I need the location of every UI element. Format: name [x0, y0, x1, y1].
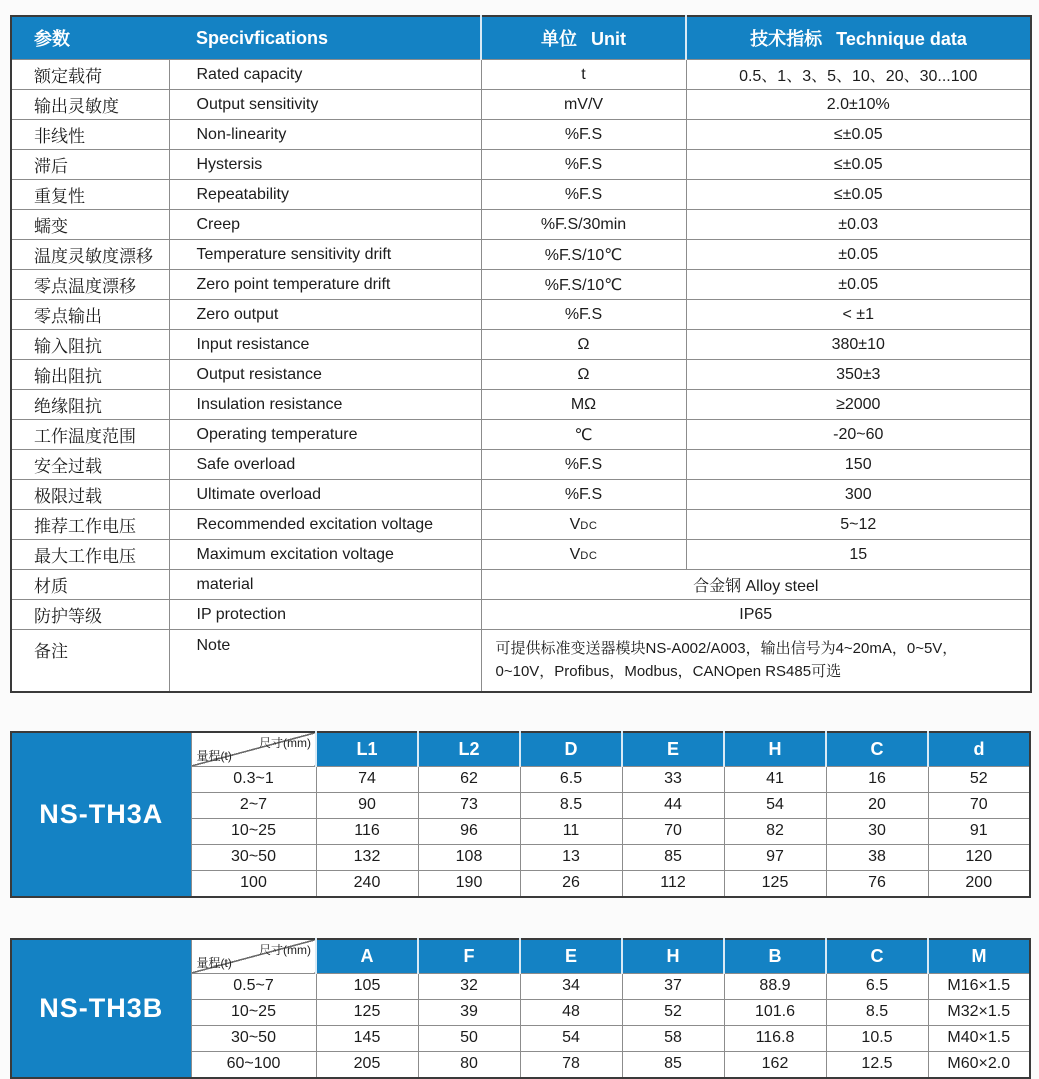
model-label: NS-TH3B [11, 939, 191, 1078]
unit-cell: %F.S [481, 150, 686, 180]
dim-value-cell: 12.5 [826, 1051, 928, 1078]
spec-header-data [686, 16, 1031, 60]
unit-cell: Ω [481, 330, 686, 360]
unit-header-cn: 单位 [541, 29, 577, 49]
dim-value-cell: M16×1.5 [928, 973, 1030, 999]
spec-row [11, 150, 1031, 180]
dim-value-cell: 50 [418, 1025, 520, 1051]
param-en-cell: Repeatability [169, 180, 481, 210]
dim-value-cell: 6.5 [520, 766, 622, 792]
param-en-cell: Maximum excitation voltage [169, 540, 481, 570]
param-cn-cell: 输出阻抗 [11, 360, 169, 390]
dim-col-header: H [622, 939, 724, 974]
dim-value-cell: 70 [622, 818, 724, 844]
unit-cell: VDC [481, 510, 686, 540]
param-cn-cell: 最大工作电压 [11, 540, 169, 570]
dim-value-cell: 52 [928, 766, 1030, 792]
dim-value-cell: 120 [928, 844, 1030, 870]
dimension-tables [10, 731, 1030, 1079]
unit-cell: mV/V [481, 90, 686, 120]
dim-value-cell: 97 [724, 844, 826, 870]
dim-value-cell: 39 [418, 999, 520, 1025]
value-cell: ±0.05 [686, 240, 1031, 270]
range-cell: 0.3~1 [191, 766, 316, 792]
param-en-cell: IP protection [169, 600, 481, 630]
dim-value-cell: 125 [316, 999, 418, 1025]
data-header-en: Technique data [836, 29, 967, 49]
merged-value-cell: 合金钢 Alloy steel [481, 570, 1031, 600]
dim-col-header: H [724, 732, 826, 767]
param-cn-cell: 重复性 [11, 180, 169, 210]
dim-value-cell: 105 [316, 973, 418, 999]
param-en-cell: Zero output [169, 300, 481, 330]
note-line: 可提供标准变送器模块NS-A002/A003，输出信号为4~20mA，0~5V， [495, 640, 958, 657]
dim-value-cell: 16 [826, 766, 928, 792]
value-cell: 15 [686, 540, 1031, 570]
merged-value-cell: IP65 [481, 600, 1031, 630]
value-cell: 0.5、1、3、5、10、20、30...100 [686, 60, 1031, 90]
value-cell: 350±3 [686, 360, 1031, 390]
value-cell: ≤±0.05 [686, 120, 1031, 150]
param-cn-cell: 备注 [11, 630, 169, 692]
unit-subscript: DC [580, 549, 598, 562]
dim-value-cell: M60×2.0 [928, 1051, 1030, 1078]
spec-header-param: 参数 [11, 16, 169, 60]
param-en-cell: Safe overload [169, 450, 481, 480]
dim-value-cell: 116.8 [724, 1025, 826, 1051]
dim-value-cell: 73 [418, 792, 520, 818]
dim-col-header: F [418, 939, 520, 974]
dim-col-header: E [520, 939, 622, 974]
param-cn-cell: 零点输出 [11, 300, 169, 330]
dim-value-cell: M40×1.5 [928, 1025, 1030, 1051]
dim-value-cell: 62 [418, 766, 520, 792]
range-cell: 100 [191, 870, 316, 897]
spec-row [11, 60, 1031, 90]
spec-row [11, 90, 1031, 120]
spec-row [11, 480, 1031, 510]
param-en-cell: Hystersis [169, 150, 481, 180]
spec-row [11, 330, 1031, 360]
param-en-cell: Output sensitivity [169, 90, 481, 120]
value-cell: 2.0±10% [686, 90, 1031, 120]
dim-body [11, 939, 1030, 1078]
dim-value-cell: 200 [928, 870, 1030, 897]
dim-value-cell: 76 [826, 870, 928, 897]
value-cell: -20~60 [686, 420, 1031, 450]
param-en-cell: Creep [169, 210, 481, 240]
dim-value-cell: 44 [622, 792, 724, 818]
unit-cell: t [481, 60, 686, 90]
param-en-cell: Note [169, 630, 481, 692]
param-en-cell: Recommended excitation voltage [169, 510, 481, 540]
param-en-cell: Zero point temperature drift [169, 270, 481, 300]
dim-table-ns-th3b [10, 938, 1031, 1079]
dim-value-cell: 78 [520, 1051, 622, 1078]
specifications-table [10, 15, 1032, 693]
note-cell [481, 630, 1031, 692]
dim-value-cell: 91 [928, 818, 1030, 844]
data-header-cn: 技术指标 [750, 29, 823, 49]
spec-row [11, 120, 1031, 150]
spec-header-row [11, 16, 1031, 60]
param-en-cell: Temperature sensitivity drift [169, 240, 481, 270]
dim-value-cell: 48 [520, 999, 622, 1025]
spec-row [11, 570, 1031, 600]
value-cell: 380±10 [686, 330, 1031, 360]
dim-col-header: L2 [418, 732, 520, 767]
dim-col-header: L1 [316, 732, 418, 767]
dim-value-cell: 80 [418, 1051, 520, 1078]
range-unit-label: 量程(t) [196, 748, 232, 763]
dim-value-cell: 33 [622, 766, 724, 792]
unit-cell: %F.S [481, 300, 686, 330]
dim-value-cell: 205 [316, 1051, 418, 1078]
dim-value-cell: 37 [622, 973, 724, 999]
dim-value-cell: 26 [520, 870, 622, 897]
range-cell: 30~50 [191, 1025, 316, 1051]
dim-value-cell: 112 [622, 870, 724, 897]
spec-row [11, 630, 1031, 692]
unit-cell: %F.S/10℃ [481, 240, 686, 270]
param-cn-cell: 输入阻抗 [11, 330, 169, 360]
dim-value-cell: 116 [316, 818, 418, 844]
spec-row [11, 390, 1031, 420]
dim-col-header: C [826, 939, 928, 974]
dim-value-cell: 88.9 [724, 973, 826, 999]
param-cn-cell: 额定载荷 [11, 60, 169, 90]
value-cell: ≤±0.05 [686, 180, 1031, 210]
spec-row [11, 600, 1031, 630]
range-cell: 2~7 [191, 792, 316, 818]
spec-header-unit [481, 16, 686, 60]
param-en-cell: Insulation resistance [169, 390, 481, 420]
value-cell: ±0.03 [686, 210, 1031, 240]
spec-head [11, 16, 1031, 60]
dim-value-cell: 58 [622, 1025, 724, 1051]
model-label: NS-TH3A [11, 732, 191, 897]
dim-value-cell: 162 [724, 1051, 826, 1078]
dim-value-cell: 54 [724, 792, 826, 818]
dim-value-cell: 20 [826, 792, 928, 818]
dim-value-cell: 132 [316, 844, 418, 870]
dim-value-cell: 52 [622, 999, 724, 1025]
unit-subscript: DC [580, 519, 598, 532]
unit-cell: Ω [481, 360, 686, 390]
dim-value-cell: 34 [520, 973, 622, 999]
param-cn-cell: 输出灵敏度 [11, 90, 169, 120]
spec-row [11, 240, 1031, 270]
note-line: 0~10V，Profibus，Modbus，CANOpen RS485可选 [495, 663, 842, 681]
param-cn-cell: 温度灵敏度漂移 [11, 240, 169, 270]
dim-value-cell: 101.6 [724, 999, 826, 1025]
unit-cell: VDC [481, 540, 686, 570]
param-cn-cell: 蠕变 [11, 210, 169, 240]
unit-header-en: Unit [591, 29, 626, 49]
range-cell: 10~25 [191, 818, 316, 844]
unit-cell: %F.S/10℃ [481, 270, 686, 300]
dim-col-header: D [520, 732, 622, 767]
dim-value-cell: 85 [622, 844, 724, 870]
unit-cell: %F.S [481, 450, 686, 480]
dim-value-cell: 38 [826, 844, 928, 870]
param-cn-cell: 零点温度漂移 [11, 270, 169, 300]
spec-row [11, 270, 1031, 300]
axis-header-cell [191, 732, 316, 767]
dim-col-header: B [724, 939, 826, 974]
axis-header-cell [191, 939, 316, 974]
dim-value-cell: 41 [724, 766, 826, 792]
dim-value-cell: 125 [724, 870, 826, 897]
param-en-cell: Ultimate overload [169, 480, 481, 510]
value-cell: < ±1 [686, 300, 1031, 330]
value-cell: ≥2000 [686, 390, 1031, 420]
param-cn-cell: 极限过载 [11, 480, 169, 510]
param-en-cell: material [169, 570, 481, 600]
spec-row [11, 510, 1031, 540]
dim-value-cell: 54 [520, 1025, 622, 1051]
dim-body [11, 732, 1030, 897]
dim-value-cell: 70 [928, 792, 1030, 818]
param-cn-cell: 防护等级 [11, 600, 169, 630]
param-en-cell: Rated capacity [169, 60, 481, 90]
param-cn-cell: 推荐工作电压 [11, 510, 169, 540]
dim-value-cell: 74 [316, 766, 418, 792]
spec-row [11, 540, 1031, 570]
dim-value-cell: 145 [316, 1025, 418, 1051]
range-cell: 30~50 [191, 844, 316, 870]
spec-row [11, 210, 1031, 240]
spec-row [11, 360, 1031, 390]
value-cell: 300 [686, 480, 1031, 510]
spec-row [11, 300, 1031, 330]
dim-value-cell: 8.5 [826, 999, 928, 1025]
range-cell: 10~25 [191, 999, 316, 1025]
dim-value-cell: 10.5 [826, 1025, 928, 1051]
unit-cell: %F.S [481, 120, 686, 150]
dim-value-cell: 13 [520, 844, 622, 870]
dim-value-cell: 96 [418, 818, 520, 844]
param-cn-cell: 安全过载 [11, 450, 169, 480]
dim-col-header: C [826, 732, 928, 767]
unit-cell: %F.S [481, 180, 686, 210]
dim-value-cell: 82 [724, 818, 826, 844]
param-cn-cell: 非线性 [11, 120, 169, 150]
dim-value-cell: 11 [520, 818, 622, 844]
param-cn-cell: 滞后 [11, 150, 169, 180]
dim-col-header: M [928, 939, 1030, 974]
dim-value-cell: 6.5 [826, 973, 928, 999]
unit-cell: MΩ [481, 390, 686, 420]
dim-col-header: A [316, 939, 418, 974]
dim-value-cell: 85 [622, 1051, 724, 1078]
dim-value-cell: 190 [418, 870, 520, 897]
dim-col-header: d [928, 732, 1030, 767]
value-cell: 5~12 [686, 510, 1031, 540]
param-cn-cell: 绝缘阻抗 [11, 390, 169, 420]
range-cell: 60~100 [191, 1051, 316, 1078]
spec-header-spec: Specivfications [169, 16, 481, 60]
dim-header-row [11, 939, 1030, 974]
dim-value-cell: 32 [418, 973, 520, 999]
dim-header-row [11, 732, 1030, 767]
dim-col-header: E [622, 732, 724, 767]
param-cn-cell: 工作温度范围 [11, 420, 169, 450]
dim-table-ns-th3a [10, 731, 1031, 898]
param-en-cell: Output resistance [169, 360, 481, 390]
dim-value-cell: M32×1.5 [928, 999, 1030, 1025]
spec-row [11, 180, 1031, 210]
range-cell: 0.5~7 [191, 973, 316, 999]
range-unit-label: 量程(t) [196, 955, 232, 970]
dim-value-cell: 8.5 [520, 792, 622, 818]
dim-value-cell: 30 [826, 818, 928, 844]
param-en-cell: Non-linearity [169, 120, 481, 150]
dim-unit-label: 尺寸(mm) [259, 735, 311, 750]
spec-body [11, 60, 1031, 692]
param-en-cell: Operating temperature [169, 420, 481, 450]
unit-cell: ℃ [481, 420, 686, 450]
unit-cell: %F.S [481, 480, 686, 510]
value-cell: ≤±0.05 [686, 150, 1031, 180]
unit-cell: %F.S/30min [481, 210, 686, 240]
dim-unit-label: 尺寸(mm) [259, 942, 311, 957]
dim-value-cell: 108 [418, 844, 520, 870]
spec-row [11, 450, 1031, 480]
dim-value-cell: 90 [316, 792, 418, 818]
spec-row [11, 420, 1031, 450]
value-cell: 150 [686, 450, 1031, 480]
param-en-cell: Input resistance [169, 330, 481, 360]
value-cell: ±0.05 [686, 270, 1031, 300]
param-cn-cell: 材质 [11, 570, 169, 600]
dim-value-cell: 240 [316, 870, 418, 897]
